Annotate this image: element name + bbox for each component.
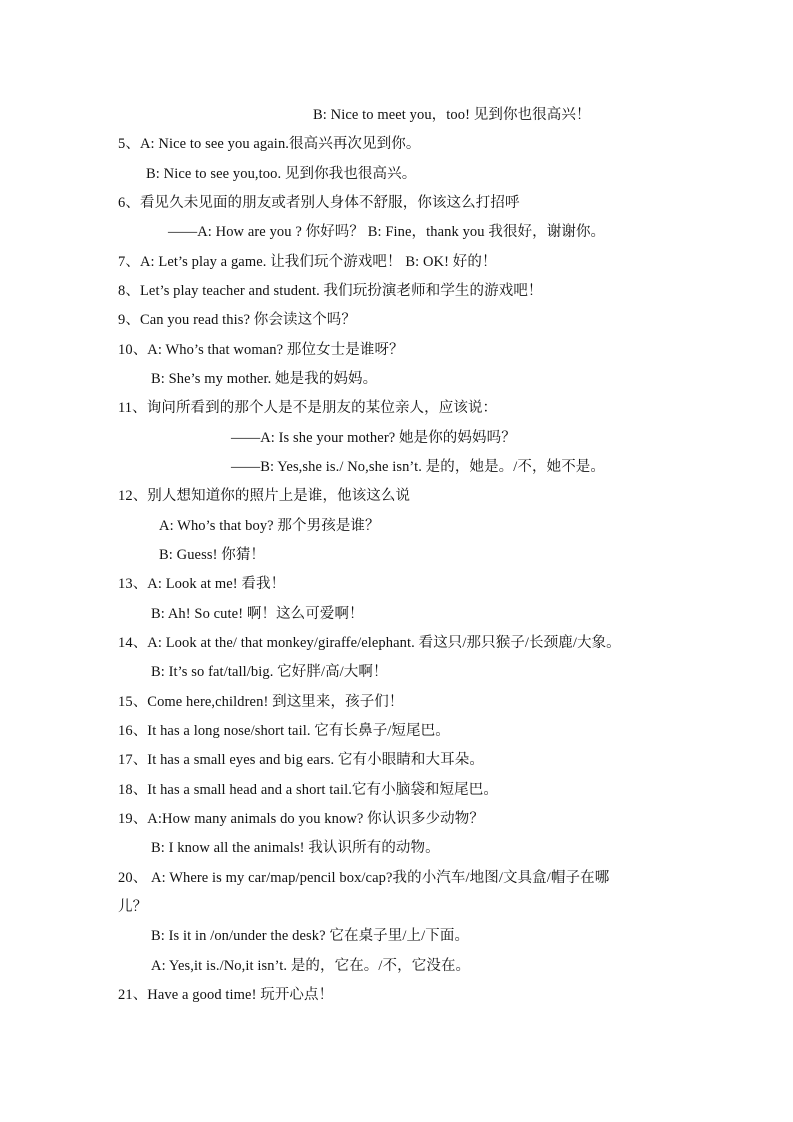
text-line-18: B: Ah! So cute! 啊！这么可爱啊！	[151, 606, 364, 622]
text-line-2: 5、A: Nice to see you again.很高兴再次见到你。	[118, 136, 421, 152]
text-line-20: B: It’s so fat/tall/big. 它好胖/高/大啊！	[151, 664, 388, 680]
text-line-22: 16、It has a long nose/short tail. 它有长鼻子/短尾巴。	[118, 723, 450, 739]
text-line-3: B: Nice to see you,too. 见到你我也很高兴。	[146, 166, 417, 182]
text-line-6: 7、A: Let’s play a game. 让我们玩个游戏吧！ B: OK! 好的！	[118, 254, 497, 270]
text-line-10: B: She’s my mother. 她是我的妈妈。	[151, 371, 378, 387]
text-line-25: 19、A:How many animals do you know? 你认识多少动物？	[118, 811, 484, 827]
text-line-23: 17、It has a small eyes and big ears. 它有小眼睛和大耳朵。	[118, 752, 484, 768]
text-line-9: 10、A: Who’s that woman? 那位女士是谁呀？	[118, 342, 404, 358]
text-line-29: B: Is it in /on/under the desk? 它在桌子里/上/下面。	[151, 928, 470, 944]
text-line-21: 15、Come here,children! 到这里来，孩子们！	[118, 694, 404, 710]
text-line-15: A: Who’s that boy? 那个男孩是谁？	[159, 518, 380, 534]
text-line-1: B: Nice to meet you，too! 见到你也很高兴！	[313, 107, 591, 123]
text-line-27: 20、 A: Where is my car/map/pencil box/cap?我的小汽车/地图/文具盒/帽子在哪	[118, 870, 610, 886]
text-line-11: 11、询问所看到的那个人是不是朋友的某位亲人，应该说：	[118, 400, 498, 416]
text-line-12: ——A: Is she your mother? 她是你的妈妈吗？	[231, 430, 516, 446]
text-line-31: 21、Have a good time! 玩开心点！	[118, 987, 334, 1003]
text-line-13: ——B: Yes,she is./ No,she isn’t. 是的，她是。/不，她不是。	[231, 459, 606, 475]
text-line-8: 9、Can you read this? 你会读这个吗？	[118, 312, 356, 328]
text-line-14: 12、别人想知道你的照片上是谁，他该这么说	[118, 488, 411, 504]
text-line-24: 18、It has a small head and a short tail.它有小脑袋和短尾巴。	[118, 782, 498, 798]
text-line-28: 儿？	[118, 899, 148, 915]
text-line-26: B: I know all the animals! 我认识所有的动物。	[151, 840, 440, 856]
text-line-17: 13、A: Look at me! 看我！	[118, 576, 286, 592]
text-line-30: A: Yes,it is./No,it isn’t. 是的，它在。/不，它没在。	[151, 958, 471, 974]
text-line-7: 8、Let’s play teacher and student. 我们玩扮演老师和学生的游戏吧！	[118, 283, 543, 299]
text-line-16: B: Guess! 你猜！	[159, 547, 266, 563]
text-line-19: 14、A: Look at the/ that monkey/giraffe/elephant. 看这只/那只猴子/长颈鹿/大象。	[118, 635, 621, 651]
text-line-5: ——A: How are you ? 你好吗？ B: Fine，thank you 我很好，谢谢你。	[168, 224, 606, 240]
text-line-4: 6、看见久未见面的朋友或者别人身体不舒服，你该这么打招呼	[118, 195, 520, 211]
